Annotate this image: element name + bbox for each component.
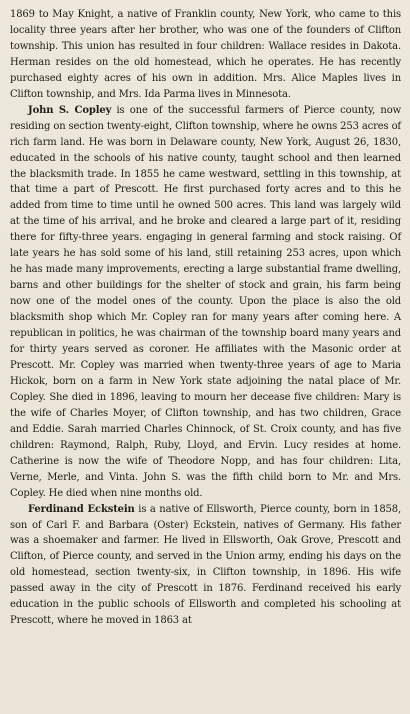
paragraph-continuation xyxy=(10,7,401,103)
paragraph-text: is a native of Ellsworth, Pierce county, born in 1858, son of Carl F. and Barbara (Oster) Eckstein, natives of Germany. His father was a shoemaker and farmer. He lived in Ellsworth, Oak Grove, Prescott and Clifton, of Pierce county, and served in the Union army, ending his days on the old homestead, section twenty-six, in Clifton township, in 1896. His wife passed away in the city of Prescott in 1876. Ferdinand received his early education in the public schools of Ellsworth and completed his schooling at Prescott, where he moved in 1863 at xyxy=(10,503,402,627)
paragraph-text: is one of the successful farmers of Pierce county, now residing on section twenty-eight, Clifton township, where he owns 253 acres of rich farm land. He was born in Delaware county, New York, August 26, 1830, educated in the schools of his native county, taught school and then learned the blacksmith trade. In 1855 he came westward, settling in this township, at that time a part of Prescott. He first purchased forty acres and to this he added from time to time until he owned 500 acres. This land was largely wild at the time of his arrival, and he broke and cleared a large part of it, residing there for fifty-three years. engaging in general farming and stock raising. Of late years he has sold some of his land, still retaining 253 acres, upon which he has made many improvements, erecting a large substantial frame dwelling, barns and other buildings for the shelter of stock and grain, his farm being now one of the model ones of the county. Upon the place is also the old blacksmith shop which Mr. Copley ran for many years after coming here. A republican in politics, he was chairman of the township board many years and for thirty years served as coroner. He affiliates with the Masonic order at Prescott. Mr. Copley was married when twenty-three years of age to Maria Hickok, born on a farm in New York state adjoining the natal place of Mr. Copley. She died in 1896, leaving to mourn her decease five children: Mary is the wife of Charles Moyer, of Clifton township, and has two children, Grace and Eddie. Sarah married Charles Chinnock, of St. Croix county, and has five children: Raymond, Ralph, Ruby, Lloyd, and Ervin. Lucy resides at home. Catherine is now the wife of Theodore Nopp, and has four children: Lita, Verne, Merle, and Vinta. John S. was the fifth child born to Mr. and Mrs. Copley. He died when nine months old. xyxy=(10,104,401,499)
paragraph-text: 1869 to May Knight, a native of Franklin county, New York, who came to this locality three years after her brother, who was one of the founders of Clifton township. This union has resulted in four children: Wallace resides in Dakota. Herman resides on the old homestead, which he operates. He has recently purchased eighty acres of his own in addition. Mrs. Alice Maples lives in Clifton township, and Mrs. Ida Parma lives in Minnesota. xyxy=(10,9,401,100)
paragraph-ferdinand-eckstein xyxy=(10,502,401,630)
biography-subject-name: John S. Copley xyxy=(28,104,112,116)
biography-subject-name: Ferdinand Eckstein xyxy=(28,503,135,515)
paragraph-john-s-copley xyxy=(10,103,401,502)
